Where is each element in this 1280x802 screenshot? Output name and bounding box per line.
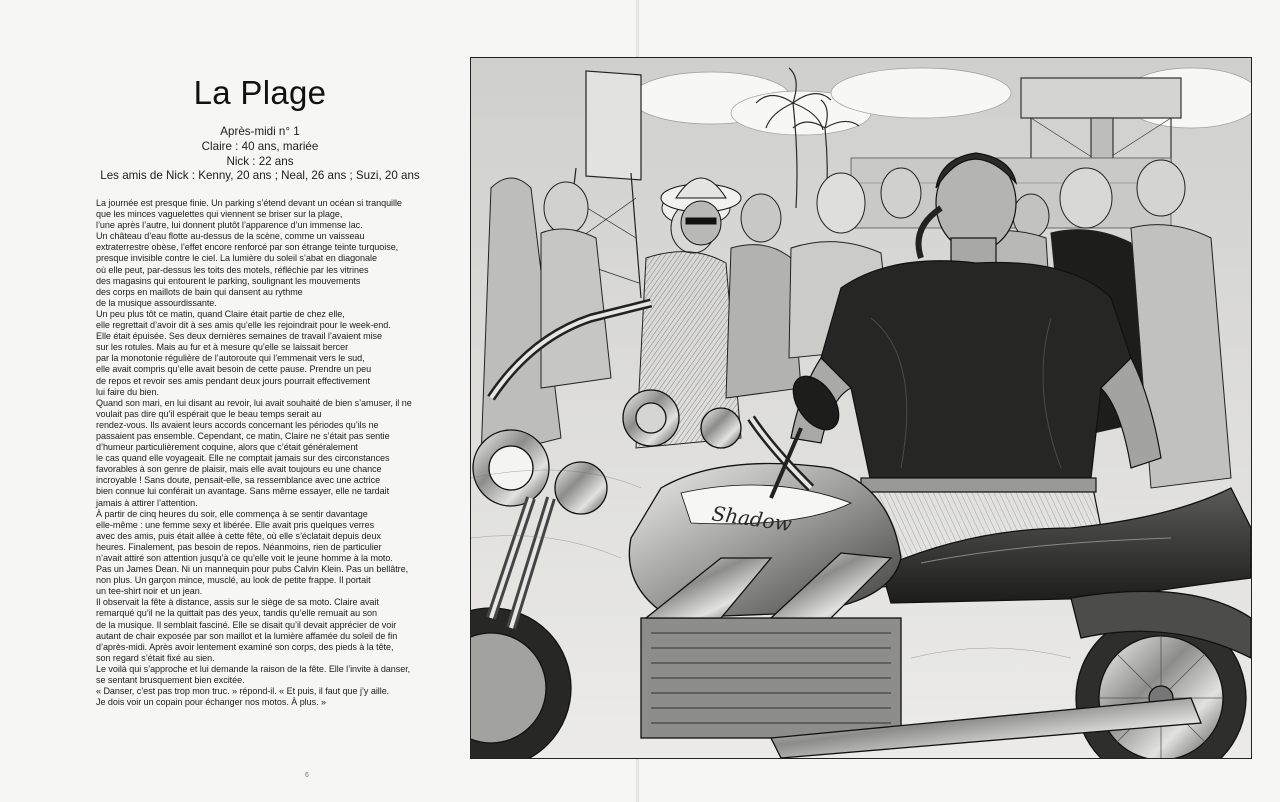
story-line: À partir de cinq heures du soir, elle commença à se sentir davantage <box>96 508 368 519</box>
story-line: jamais à attirer l’attention. <box>96 497 198 508</box>
story-line: Pas un James Dean. Ni un mannequin pour pubs Calvin Klein. Pas un bellâtre, <box>96 564 409 575</box>
story-line: elle avait compris qu’elle avait besoin de cette pause. Prendre un peu <box>96 364 372 375</box>
subtitle-line: Les amis de Nick : Kenny, 20 ans ; Neal, 26 ans ; Suzi, 20 ans <box>100 169 420 183</box>
tank-lettering: Shadow <box>710 501 794 537</box>
story-line: que les minces vaguelettes qui viennent se briser sur la plage, <box>96 209 343 220</box>
story-line: bien connue lui conférait un avantage. Sans même essayer, elle ne tardait <box>96 486 390 497</box>
story-line: un tee-shirt noir et un jean. <box>96 586 203 597</box>
motorcycle-beach-illustration <box>470 57 1252 759</box>
story-line: de la musique. Il semblait fasciné. Elle se disait qu’il devait apprécier de voir <box>96 619 397 630</box>
story-line: Un château d’eau flotte au-dessus de la scène, comme un vaisseau <box>96 231 365 242</box>
story-line: Il observait la fête à distance, assis sur le siège de sa moto. Claire avait <box>96 597 379 608</box>
subtitle-line: Nick : 22 ans <box>226 154 294 168</box>
story-line: La journée est presque finie. Un parking s’étend devant un océan si tranquille <box>96 198 402 208</box>
story-line: l’une après l’autre, lui donnent plutôt l’apparence d’un immense lac. <box>96 220 363 231</box>
story-line: presque invisible contre le ciel. La lumière du soleil s’abat en diagonale <box>96 253 377 264</box>
story-line: des magasins qui entourent le parking, soulignant les mouvements <box>96 275 361 286</box>
page-title: La Plage <box>193 74 327 111</box>
story-line: où elle peut, par-dessus les toits des motels, réfléchie par les vitrines <box>96 264 369 275</box>
story-line: Un peu plus tôt ce matin, quand Claire était partie de chez elle, <box>96 308 345 319</box>
story-line: n’avait attiré son attention jusqu’à ce qu’elle voit le jeune homme à la moto. <box>96 553 393 563</box>
story-line: d’après-midi. Après avoir lentement examiné son corps, des pieds à la tête, <box>96 641 394 652</box>
story-line: Je dois voir un copain pour échanger nos motos. À plus. » <box>96 697 326 708</box>
story-line: des corps en maillots de bain qui dansent au rythme <box>96 286 303 297</box>
subtitle-line: Claire : 40 ans, mariée <box>201 139 319 153</box>
story-line: Le voilà qui s’approche et lui demande la raison de la fête. Elle l’invite à danser, <box>96 663 411 674</box>
story-line: de la musique assourdissante. <box>96 297 217 308</box>
story-line: heures. Finalement, pas besoin de repos. Néanmoins, rien de particulier <box>96 541 382 552</box>
story-text <box>96 198 441 708</box>
story-line: elle regrettait d’avoir dit à ses amis qu’elle les rejoindrait pour le week-end. <box>96 320 391 331</box>
story-line: Quand son mari, en lui disant au revoir, lui avait souhaité de bien s’amuser, il ne <box>96 397 412 408</box>
story-line: d’humeur particulièrement coquine, alors que c’était généralement <box>96 442 358 453</box>
story-line: le cas quand elle voyageait. Elle ne comptait jamais sur des circonstances <box>96 453 390 464</box>
character-list <box>90 125 430 184</box>
story-line: avec des amis, puis était allée à cette fête, où elle s’éclatait depuis deux <box>96 530 381 541</box>
story-line: lui faire du bien. <box>96 386 159 397</box>
story-line: incroyable ! Sans doute, pensait-elle, sa ressemblance avec une actrice <box>96 475 381 486</box>
story-line: se sentant brusquement bien excitée. <box>96 675 245 686</box>
story-line: autant de chair exposée par son maillot et la lumière affamée du soleil de fin <box>96 630 398 641</box>
subtitle-line: Après-midi n° 1 <box>220 125 300 138</box>
story-line: Elle était épuisée. Ses deux dernières semaines de travail l’avaient mise <box>96 331 383 342</box>
story-line: voulait pas dire qu’il espérait que le beau temps serait au <box>96 408 322 419</box>
page-number: 6 <box>305 772 309 779</box>
story-line: elle-même : une femme sexy et libérée. Elle avait pris quelques verres <box>96 519 375 530</box>
story-line: de repos et revoir ses amis pendant deux jours pourrait effectivement <box>96 375 370 386</box>
story-line: son regard s’était fixé au sien. <box>96 652 215 663</box>
story-line: « Danser, c’est pas trop mon truc. » répond-il. « Et puis, il faut que j’y aille. <box>96 686 390 697</box>
story-line: passaient pas ensemble. Cependant, ce matin, Claire ne s’était pas sentie <box>96 430 390 441</box>
story-line: remarqué qu’il ne la quittait pas des yeux, tandis qu’elle remuait au son <box>96 608 377 619</box>
story-line: rendez-vous. Ils avaient leurs accords concernant les périodes qu’ils ne <box>96 419 379 430</box>
story-line: favorables à son genre de plaisir, mais elle avait toujours eu une chance <box>96 464 382 475</box>
story-line: sur les rotules. Mais au fur et à mesure qu’elle se laissait bercer <box>96 342 349 353</box>
story-line: par la monotonie régulière de l’autoroute qui l’emmenait vers le sud, <box>96 353 365 364</box>
story-line: non plus. Un garçon mince, musclé, au look de petite frappe. Il portait <box>96 575 371 586</box>
story-line: extraterrestre obèse, l’effet encore renforcé par son étrange teinte turquoise, <box>96 242 399 253</box>
